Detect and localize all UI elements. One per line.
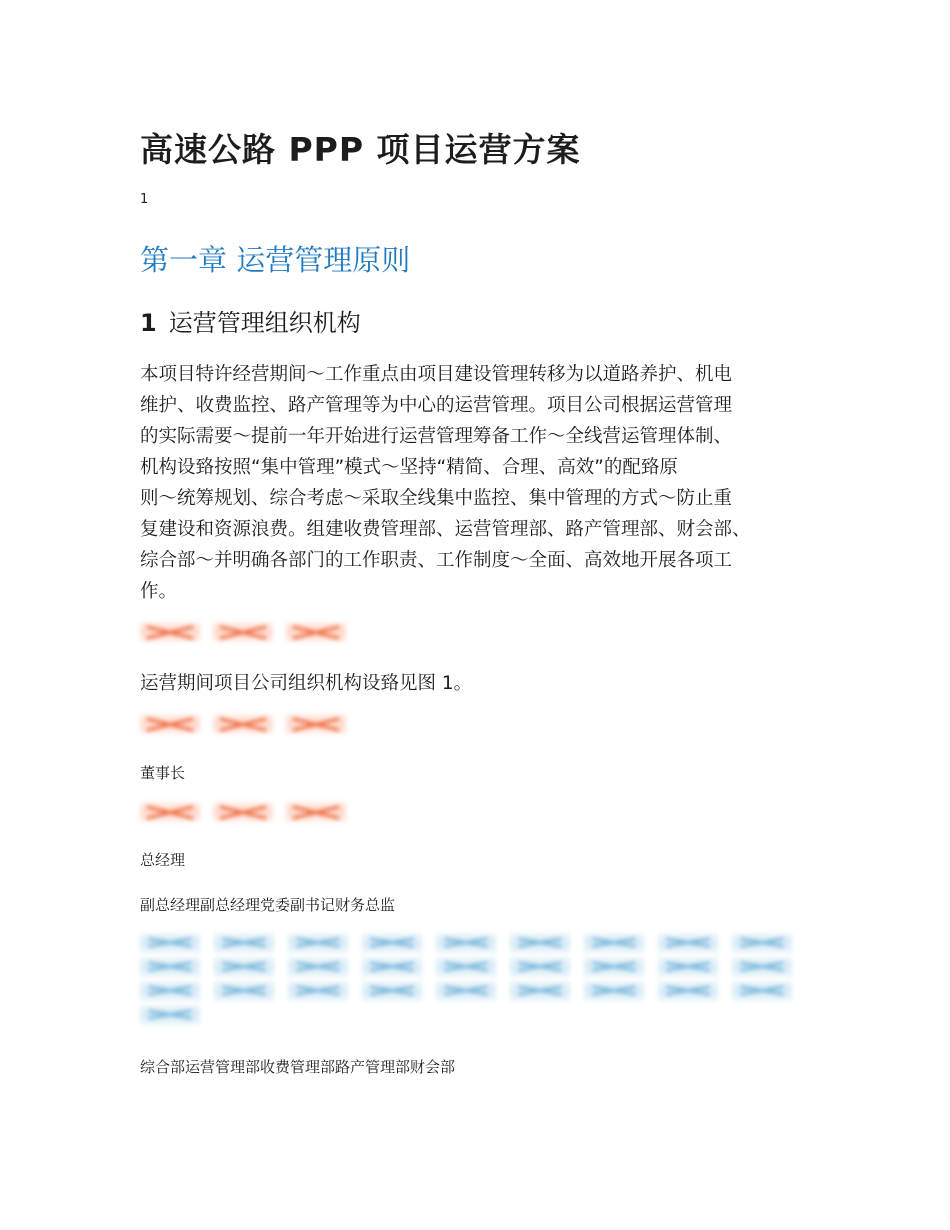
chapter-heading: 第一章 运营管理原则 bbox=[140, 243, 411, 277]
broken-image-placeholder bbox=[140, 981, 200, 1001]
broken-image-row bbox=[140, 802, 346, 822]
broken-image-row bbox=[140, 622, 346, 642]
broken-image-grid bbox=[140, 933, 810, 1025]
broken-image-placeholder bbox=[286, 802, 346, 822]
broken-image-placeholder bbox=[213, 714, 273, 734]
broken-image-placeholder bbox=[362, 957, 422, 977]
broken-image-placeholder bbox=[288, 933, 348, 953]
broken-image-placeholder bbox=[362, 933, 422, 953]
broken-image-placeholder bbox=[732, 981, 792, 1001]
broken-image-placeholder bbox=[286, 622, 346, 642]
broken-image-placeholder bbox=[140, 933, 200, 953]
broken-image-row bbox=[140, 714, 346, 734]
broken-image-placeholder bbox=[288, 981, 348, 1001]
section-heading bbox=[140, 303, 361, 338]
broken-image-placeholder bbox=[584, 957, 644, 977]
broken-image-placeholder bbox=[436, 933, 496, 953]
document-title: 高速公路 PPP 项目运营方案 bbox=[140, 130, 581, 169]
paragraph-line: 复建设和资源浪费。组建收费管理部、运营管理部、路产管理部、财会部、 bbox=[140, 519, 751, 540]
broken-image-placeholder bbox=[436, 981, 496, 1001]
section-heading-text: 运营管理组织机构 bbox=[168, 309, 361, 337]
broken-image-placeholder bbox=[140, 957, 200, 977]
broken-image-placeholder bbox=[510, 957, 570, 977]
broken-image-placeholder bbox=[140, 622, 200, 642]
broken-image-placeholder bbox=[140, 802, 200, 822]
body-paragraph bbox=[140, 359, 820, 607]
broken-image-placeholder bbox=[286, 714, 346, 734]
broken-image-placeholder bbox=[658, 981, 718, 1001]
broken-image-placeholder bbox=[436, 957, 496, 977]
page-number: 1 bbox=[140, 192, 149, 207]
broken-image-placeholder bbox=[288, 957, 348, 977]
broken-image-placeholder bbox=[510, 981, 570, 1001]
org-chairman-label: 董事长 bbox=[140, 764, 186, 782]
broken-image-placeholder bbox=[213, 802, 273, 822]
broken-image-placeholder bbox=[658, 957, 718, 977]
broken-image-placeholder bbox=[362, 981, 422, 1001]
paragraph-line: 则～统筹规划、综合考虑～采取全线集中监控、集中管理的方式～防止重 bbox=[140, 488, 733, 509]
broken-image-placeholder bbox=[140, 714, 200, 734]
section-number: 1 bbox=[140, 309, 157, 337]
broken-image-placeholder bbox=[214, 981, 274, 1001]
org-deputies-label: 副总经理副总经理党委副书记财务总监 bbox=[140, 896, 396, 914]
org-departments-label: 综合部运营管理部收费管理部路产管理部财会部 bbox=[140, 1058, 456, 1076]
paragraph-line: 维护、收费监控、路产管理等为中心的运营管理。项目公司根据运营管理 bbox=[140, 395, 733, 416]
broken-image-placeholder bbox=[214, 957, 274, 977]
broken-image-placeholder bbox=[214, 933, 274, 953]
paragraph-line: 机构设臵按照“集中管理”模式～坚持“精简、合理、高效”的配臵原 bbox=[140, 457, 678, 478]
broken-image-placeholder bbox=[140, 1005, 200, 1025]
broken-image-placeholder bbox=[213, 622, 273, 642]
paragraph-line: 综合部～并明确各部门的工作职责、工作制度～全面、高效地开展各项工 bbox=[140, 550, 733, 571]
org-general-manager-label: 总经理 bbox=[140, 851, 186, 869]
broken-image-placeholder bbox=[732, 957, 792, 977]
paragraph-line: 的实际需要～提前一年开始进行运营管理筹备工作～全线营运管理体制、 bbox=[140, 426, 733, 447]
broken-image-placeholder bbox=[584, 981, 644, 1001]
broken-image-placeholder bbox=[732, 933, 792, 953]
paragraph-line: 作。 bbox=[140, 581, 178, 602]
broken-image-placeholder bbox=[584, 933, 644, 953]
broken-image-placeholder bbox=[510, 933, 570, 953]
paragraph-line: 本项目特许经营期间～工作重点由项目建设管理转移为以道路养护、机电 bbox=[140, 364, 733, 385]
broken-image-placeholder bbox=[658, 933, 718, 953]
figure-caption: 运营期间项目公司组织机构设臵见图 1。 bbox=[140, 673, 473, 694]
